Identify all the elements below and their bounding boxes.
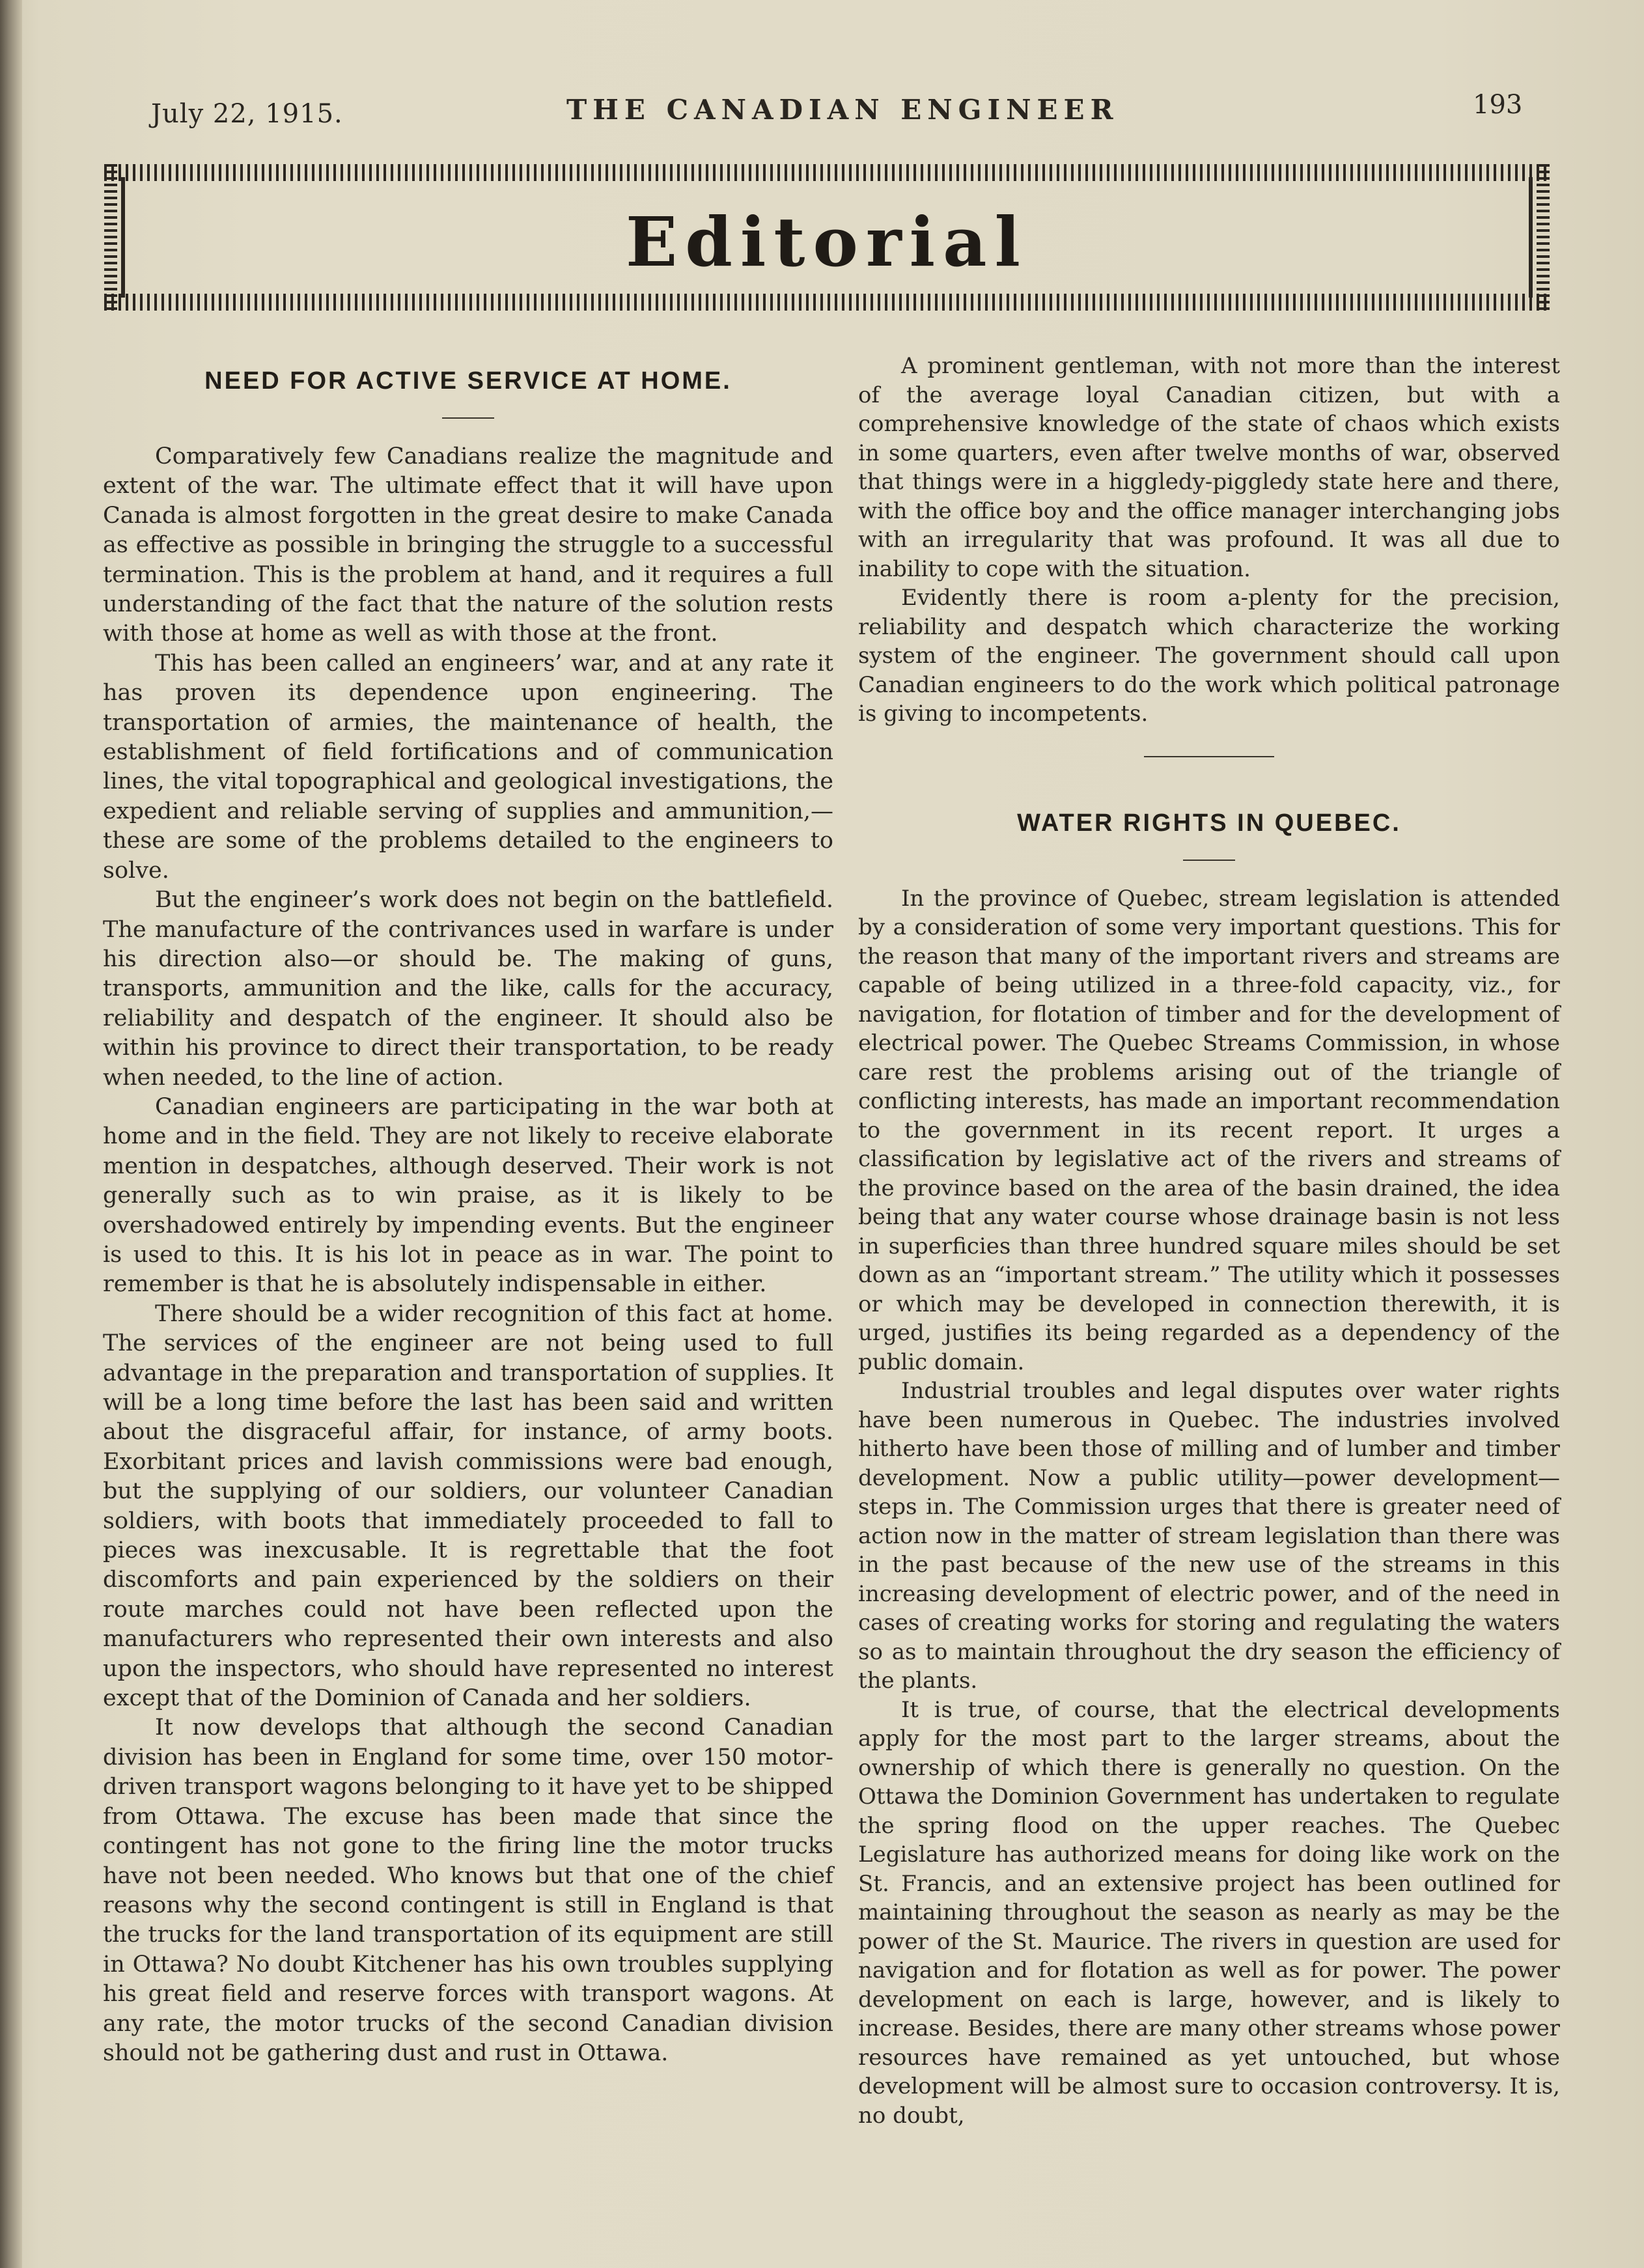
article-paragraph: But the engineer’s work does not begin on the battlefield. The manufacture of the contrivances used in warfare is under his direction also—or should be. The making of guns, transports, ammunition and the like, calls for the accuracy, reliability and despatch of the engineer. It should also be within his province to direct their transportation, to be ready when needed, to the line of action.: [103, 887, 833, 1091]
page-binding-edge: [0, 0, 22, 2268]
banner-border-top: [104, 164, 1550, 181]
article-heading: WATER RIGHTS IN QUEBEC.: [1017, 809, 1401, 837]
article-paragraph: There should be a wider recognition of this fact at home. The services of the engineer are not being used to full advantage in the preparation and transportation of supplies. It will be a long time before the last has been said and written about the disgraceful affair, for instance, of army boots. Exorbitant prices and lavish commissions were bad enough, but the supplying of our soldiers, our volunteer Canadian soldiers, with boots that immediately proceeded to fall to pieces was inexcusable. It is regrettable that the foot discomforts and pain experienced by the soldiers on their route marches could not have been reflected upon the manufacturers who represented their own interests and also upon the inspectors, who should have represented no interest except that of the Dominion of Canada and her soldiers.: [103, 1300, 833, 1712]
article-paragraph: Evidently there is room a-plenty for the precision, reliability and despatch which characterize the working system of the engineer. The government should call upon Canadian engineers to do the work which political patronage is giving to incompetents.: [858, 585, 1560, 727]
article-paragraph: This has been called an engineers’ war, and at any rate it has proven its dependence upon engineering. The transportation of armies, the maintenance of health, the establishment of field fortifications and of communication lines, the vital topographical and geological investigations, the expedient and reliable serving of supplies and ammunition,—these are some of the problems detailed to the engineers to solve.: [103, 650, 833, 884]
journal-title: THE CANADIAN ENGINEER: [566, 94, 1119, 126]
issue-date: July 22, 1915.: [151, 99, 343, 129]
running-header: [0, 85, 1644, 137]
article-paragraph: Canadian engineers are participating in the war both at home and in the field. They are not likely to receive elaborate mention in despatches, although deserved. Their work is not generally such as to win praise, as it is likely to be overshadowed entirely by impending events. But the engineer is used to this. It is his lot in peace as in war. The point to remember is that he is absolutely indispensable in either.: [103, 1093, 833, 1298]
article-heading: NEED FOR ACTIVE SERVICE AT HOME.: [204, 367, 732, 395]
page-number: 193: [1473, 90, 1523, 120]
article-paragraph: A prominent gentleman, with not more than the interest of the average loyal Canadian citizen, but with a comprehensive knowledge of the state of chaos which exists in some quarters, even after twelve months of war, observed that things were in a higgledy-piggledy state here and there, with the office boy and the office manager interchanging jobs with an irregularity that was profound. It was all due to inability to cope with the situation.: [858, 353, 1560, 582]
article-paragraph: It is true, of course, that the electrical developments apply for the most part to the larger streams, about the ownership of which there is generally no question. On the Ottawa the Dominion Government has undertaken to regulate the spring flood on the upper reaches. The Quebec Legislature has authorized means for doing like work on the St. Francis, and an extensive project has been outlined for maintaining throughout the season as nearly as may be the power of the St. Maurice. The rivers in question are used for navigation and for flotation as well as for power. The power development on each is large, however, and is likely to increase. Besides, there are many other streams whose power resources have remained as yet untouched, but whose development will be almost sure to occasion controversy. It is, no doubt,: [858, 1696, 1560, 2129]
article-paragraph: It now develops that although the second Canadian division has been in England for some time, over 150 motor-driven transport wagons belonging to it have yet to be shipped from Ottawa. The excuse has been made that since the contingent has not gone to the firing line the motor trucks have not been needed. Who knows but that one of the chief reasons why the second contingent is still in England is that the trucks for the land transportation of its equipment are still in Ottawa? No doubt Kitchener has his own troubles supplying his great field and reserve forces with transport wagons. At any rate, the motor trucks of the second Canadian division should not be gathering dust and rust in Ottawa.: [103, 1715, 833, 2066]
banner-border-bottom: [104, 294, 1550, 311]
editorial-banner: [104, 164, 1550, 311]
section-title: Editorial: [625, 202, 1029, 282]
article-separator-rule: [1144, 756, 1274, 757]
heading-rule: [1183, 860, 1235, 861]
right-column: [858, 352, 1560, 2130]
article-paragraph: Comparatively few Canadians realize the magnitude and extent of the war. The ultimate effect that it will have upon Canada is almost forgotten in the great desire to make Canada as effective as possible in bringing the struggle to a successful termination. This is the problem at hand, and it requires a full understanding of the fact that the nature of the solution rests with those at home as well as with those at the front.: [103, 443, 833, 647]
left-column: [103, 352, 833, 2068]
heading-rule: [442, 417, 494, 419]
article-paragraph: Industrial troubles and legal disputes over water rights have been numerous in Quebec. The industries involved hitherto have been those of milling and of lumber and timber development. Now a public utility—power development—steps in. The Commission urges that there is greater need of action now in the matter of stream legislation than there was in the past because of the new use of the streams in this increasing development of electric power, and of the need in cases of creating works for storing and regulating the waters so as to maintain throughout the dry season the efficiency of the plants.: [858, 1378, 1560, 1694]
article-paragraph: In the province of Quebec, stream legislation is attended by a consideration of some very important questions. This for the reason that many of the important rivers and streams are capable of being utilized in a three-fold capacity, viz., for navigation, for flotation of timber and for the development of electrical power. The Quebec Streams Commission, in whose care rest the problems arising out of the triangle of conflicting interests, has made an important recommendation to the government in its recent report. It urges a classification by legislative act of the rivers and streams of the province based on the area of the basin drained, the idea being that any water course whose drainage basin is not less in superficies than three hundred square miles should be set down as an “important stream.” The utility which it possesses or which may be developed in connection therewith, it is urged, justifies its being regarded as a dependency of the public domain.: [858, 885, 1560, 1375]
